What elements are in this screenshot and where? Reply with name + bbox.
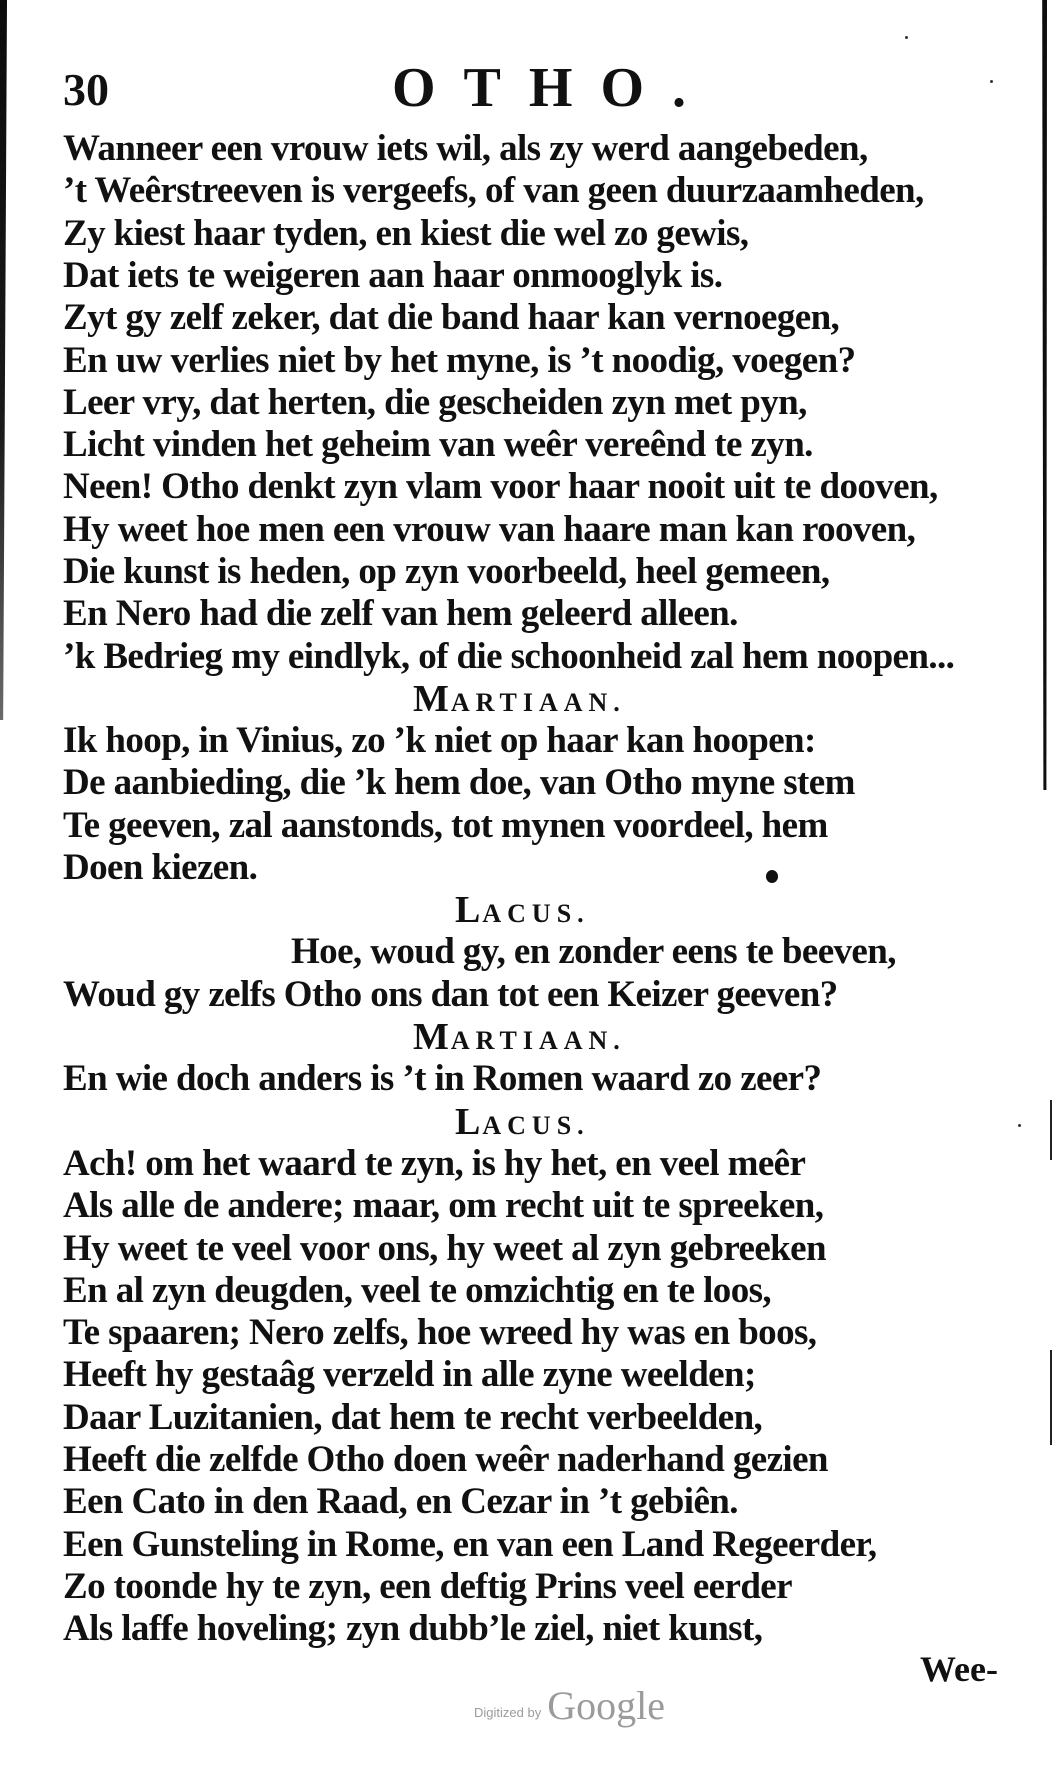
speaker-initial: M	[413, 678, 451, 720]
running-head	[0, 52, 1063, 122]
verse-line: En uw verlies niet by het myne, is ’t noodig, voegen?	[63, 340, 856, 381]
verse-line: En Nero had die zelf van hem geleerd alleen.	[63, 593, 738, 634]
verse-line: Licht vinden het geheim van weêr vereênd te zyn.	[63, 424, 813, 465]
digitized-by-google-watermark	[474, 1682, 665, 1729]
verse-line: En al zyn deugden, veel te omzichtig en te loos,	[63, 1270, 772, 1311]
edge-fragment	[1050, 1350, 1052, 1445]
page-number: 30	[63, 64, 109, 115]
speaker-name-rest: ACUS.	[482, 899, 590, 928]
ink-speck	[905, 36, 908, 39]
speaker-name-rest: ARTIAAN.	[450, 688, 626, 717]
running-title: OTHO.	[392, 57, 715, 119]
catchword: Wee-	[920, 1649, 998, 1689]
verse-line: Daar Luzitanien, dat hem te recht verbeelden,	[63, 1397, 763, 1438]
speaker-heading-martiaan	[413, 678, 626, 724]
verse-line: Als laffe hoveling; zyn dubb’le ziel, niet kunst,	[63, 1608, 763, 1649]
verse-line: ’t Weêrstreeven is vergeefs, of van geen duurzaamheden,	[63, 170, 924, 211]
edge-fragment	[1050, 1100, 1052, 1160]
verse-line: Zo toonde hy te zyn, een deftig Prins veel eerder	[63, 1566, 792, 1607]
watermark-prefix: Digitized by	[474, 1705, 542, 1720]
verse-line: Die kunst is heden, op zyn voorbeeld, heel gemeen,	[63, 551, 830, 592]
google-wordmark: Google	[547, 1683, 665, 1728]
verse-line: ’k Bedrieg my eindlyk, of die schoonheid zal hem noopen...	[63, 636, 955, 677]
ink-speck	[990, 80, 993, 83]
verse-line: Ach! om het waard te zyn, is hy het, en veel meêr	[63, 1143, 806, 1184]
verse-line: Heeft die zelfde Otho doen weêr naderhand gezien	[63, 1439, 828, 1480]
verse-line: En wie doch anders is ’t in Romen waard zo zeer?	[63, 1058, 822, 1099]
speaker-heading-lacus	[455, 889, 590, 935]
speaker-name-rest: ARTIAAN.	[450, 1026, 626, 1055]
verse-line: Dat iets te weigeren aan haar onmooglyk is.	[63, 255, 723, 296]
verse-line: De aanbieding, die ’k hem doe, van Otho myne stem	[63, 762, 855, 803]
verse-line: Een Gunsteling in Rome, en van een Land Regeerder,	[63, 1524, 877, 1565]
verse-line: Zyt gy zelf zeker, dat die band haar kan vernoegen,	[63, 297, 840, 338]
speaker-heading-lacus	[455, 1101, 590, 1147]
speaker-initial: L	[455, 1101, 483, 1143]
verse-line: Wanneer een vrouw iets wil, als zy werd aangebeden,	[63, 128, 868, 169]
speaker-initial: L	[455, 889, 483, 931]
speaker-initial: M	[413, 1016, 451, 1058]
verse-line: Leer vry, dat herten, die gescheiden zyn met pyn,	[63, 382, 807, 423]
verse-line: Ik hoop, in Vinius, zo ’k niet op haar kan hoopen:	[63, 720, 816, 761]
speaker-name-rest: ACUS.	[482, 1111, 590, 1140]
verse-line: Hy weet hoe men een vrouw van haare man kan rooven,	[63, 509, 916, 550]
ink-speck	[1018, 1124, 1021, 1127]
verse-line-indented: Hoe, woud gy, en zonder eens te beeven,	[291, 931, 896, 972]
speaker-heading-martiaan	[413, 1016, 626, 1062]
verse-line: Woud gy zelfs Otho ons dan tot een Keizer geeven?	[63, 974, 838, 1015]
verse-line: Hy weet te veel voor ons, hy weet al zyn gebreeken	[63, 1228, 826, 1269]
verse-line: Te spaaren; Nero zelfs, hoe wreed hy was en boos,	[63, 1312, 817, 1353]
ink-blot	[766, 870, 778, 883]
verse-line: Te geeven, zal aanstonds, tot mynen voordeel, hem	[63, 805, 828, 846]
verse-line: Doen kiezen.	[63, 847, 258, 888]
verse-line: Heeft hy gestaâg verzeld in alle zyne weelden;	[63, 1354, 756, 1395]
verse-line: Als alle de andere; maar, om recht uit te spreeken,	[63, 1185, 824, 1226]
verse-line: Zy kiest haar tyden, en kiest die wel zo gewis,	[63, 213, 749, 254]
verse-line: Neen! Otho denkt zyn vlam voor haar nooit uit te dooven,	[63, 466, 938, 507]
verse-line: Een Cato in den Raad, en Cezar in ’t gebiên.	[63, 1481, 738, 1522]
